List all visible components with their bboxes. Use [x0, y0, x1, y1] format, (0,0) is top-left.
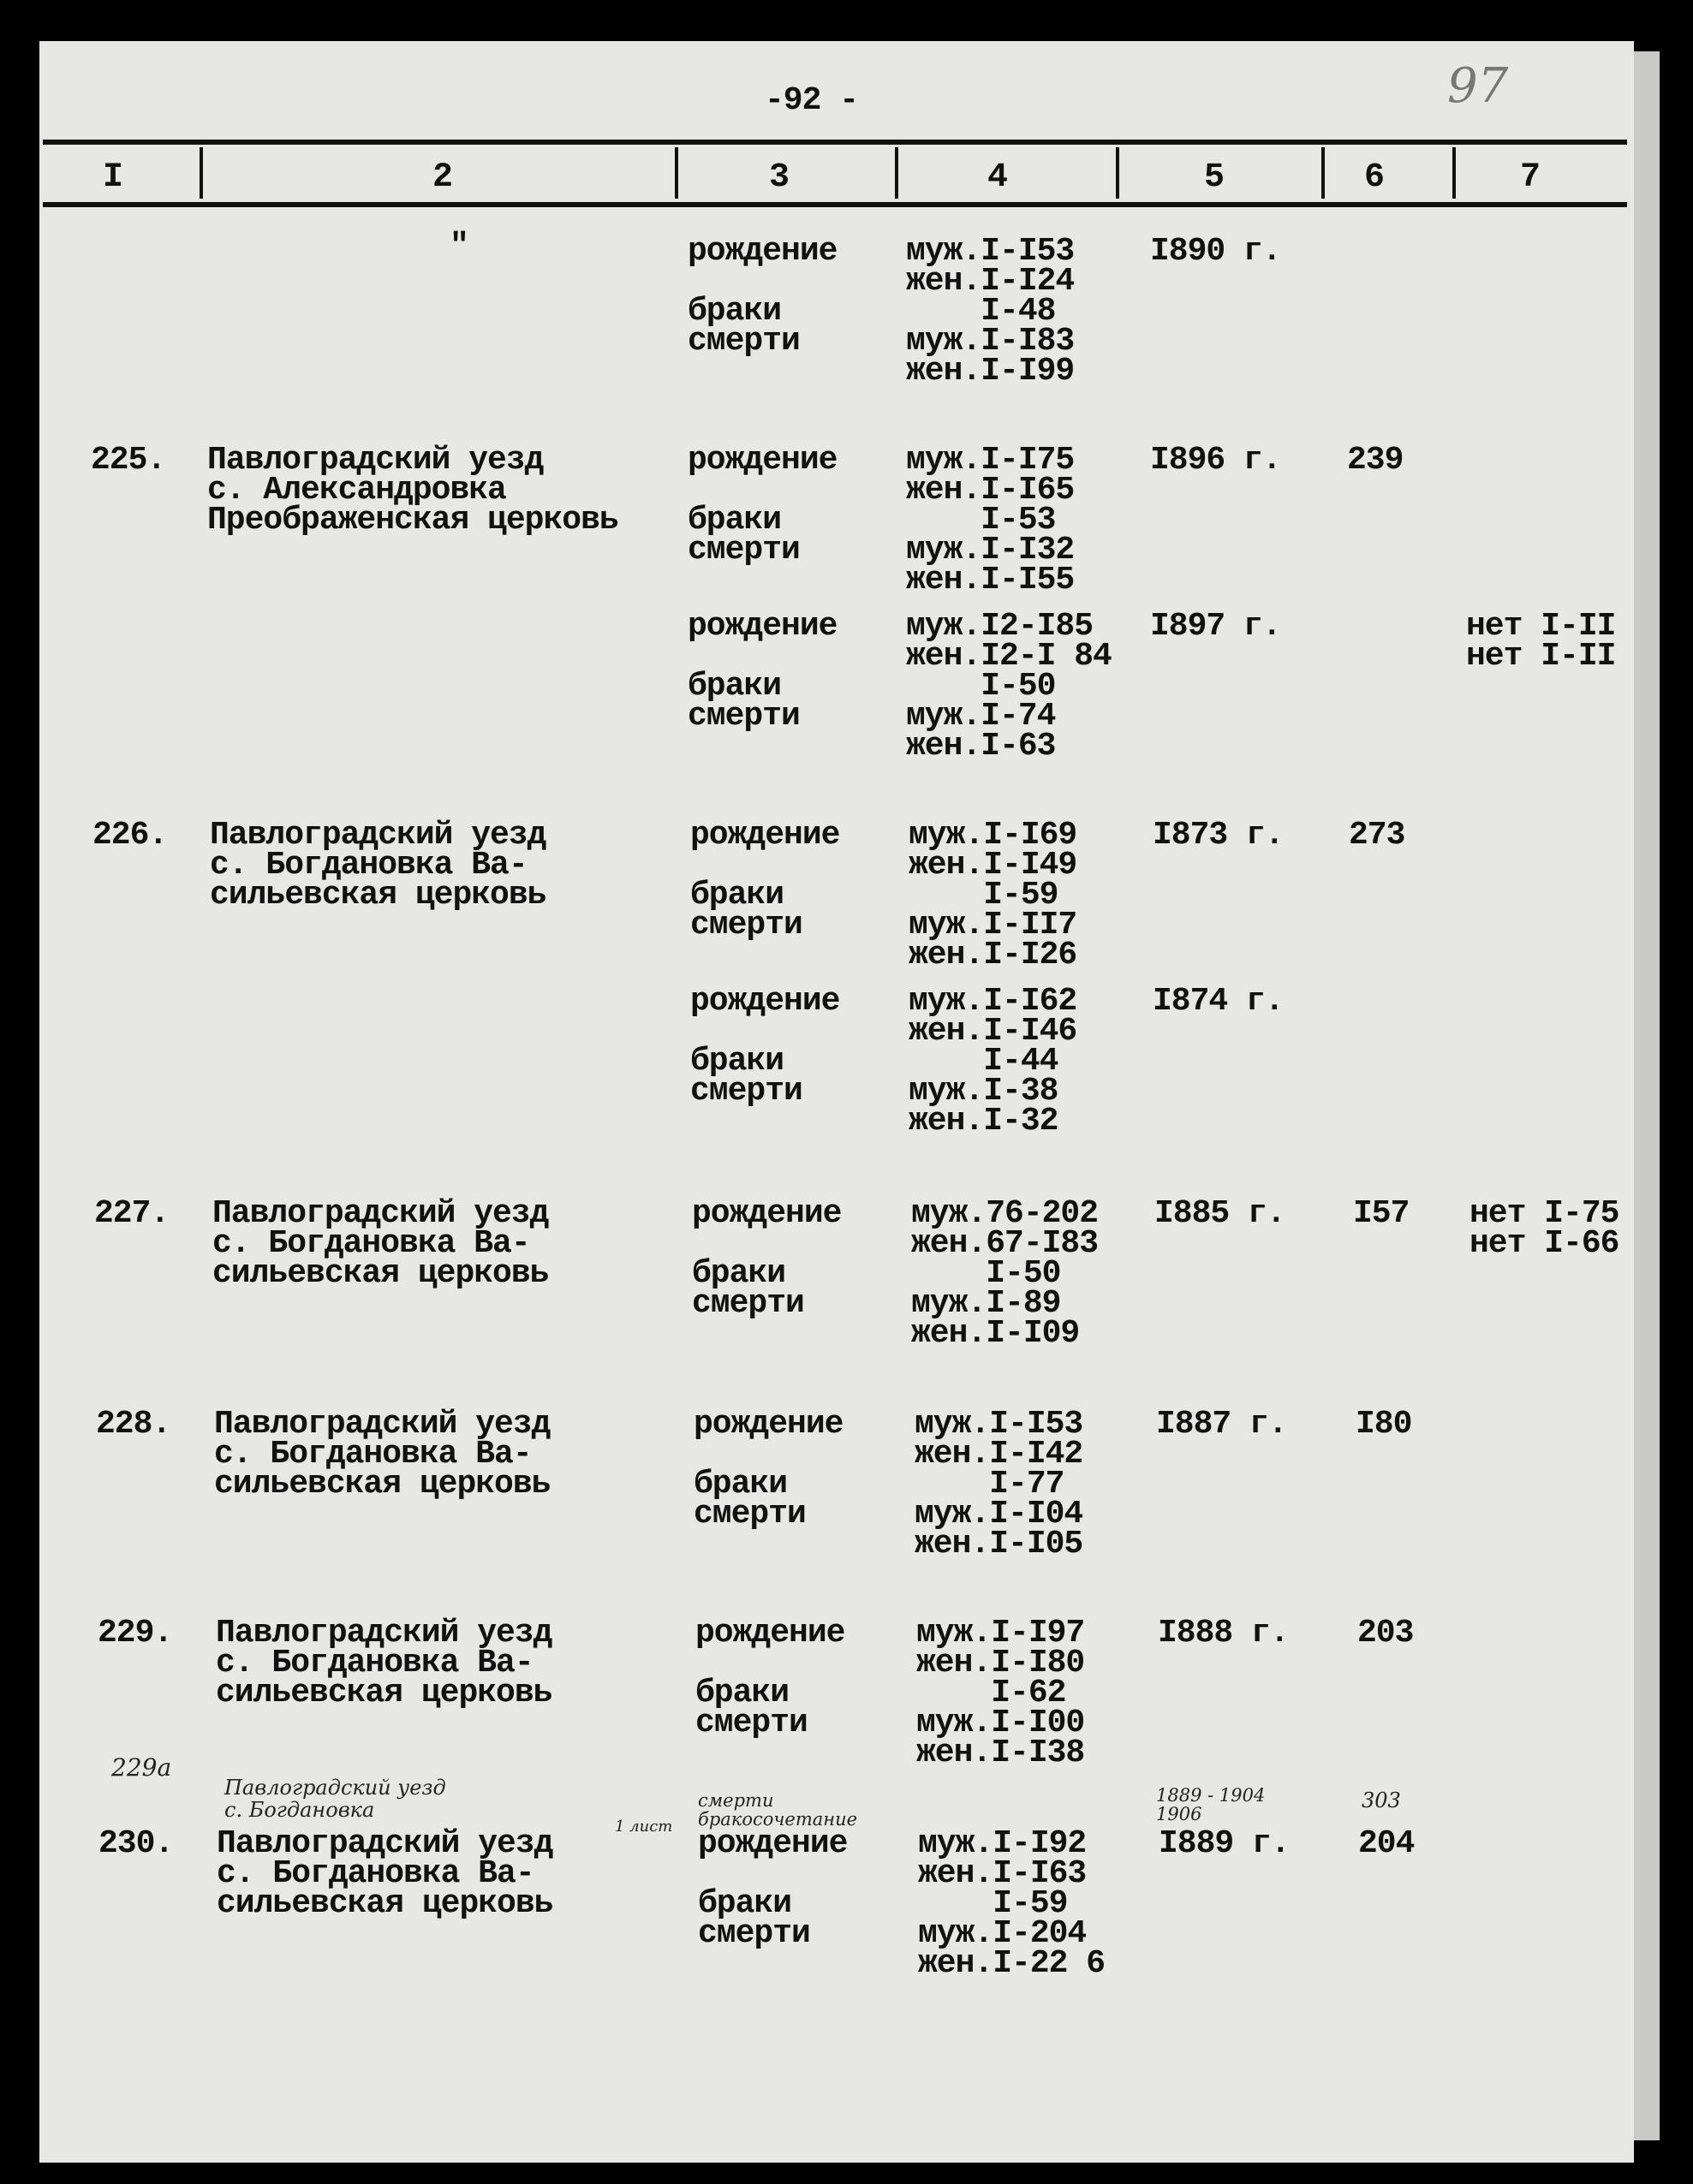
column-header-3: 3: [769, 158, 790, 197]
entry-place: Павлоградский уезд с. Богдановка Ва- сильевская церковь: [217, 1825, 553, 1922]
record-count: 239: [1347, 442, 1404, 479]
page-number-typed: -92 -: [765, 82, 859, 119]
handwritten-years: 1889 - 1904 1906: [1156, 1785, 1266, 1824]
record-sheets: муж.I-I69 жен.I-I49 I-59 муж.I-II7 жен.I-I26: [909, 817, 1077, 973]
header-rule-bottom: [43, 202, 1627, 207]
column-header-6: 6: [1364, 158, 1386, 197]
record-year: I885 г.: [1154, 1195, 1285, 1232]
record-types: рождение браки смерти: [694, 1406, 844, 1532]
record-sheets: муж.I-I53 жен.I-I24 I-48 муж.I-I83 жен.I-I99: [906, 233, 1075, 390]
record-types: рождение браки смерти: [688, 442, 838, 568]
record-count: I80: [1356, 1406, 1412, 1443]
entry-place: Павлоградский уезд с. Богдановка Ва- сильевская церковь: [216, 1615, 552, 1711]
record-year: I874 г.: [1153, 983, 1284, 1020]
record-note: нет I-75 нет I-66: [1469, 1195, 1619, 1262]
record-sheets: муж.76-202 жен.67-I83 I-50 муж.I-89 жен.I-I09: [911, 1195, 1099, 1352]
handwritten-record-types: смерти бракосочетание: [698, 1790, 858, 1830]
record-types: рождение браки смерти: [688, 608, 838, 735]
entry-number: 229.: [98, 1615, 173, 1651]
record-year: I889 г.: [1159, 1825, 1290, 1862]
header-divider: [895, 147, 898, 199]
record-sheets: муж.I2-I85 жен.I2-I 84 I-50 муж.I-74 жен.I-63: [906, 608, 1112, 765]
header-divider: [200, 147, 203, 199]
column-header-5: 5: [1204, 158, 1225, 197]
entry-number: 230.: [98, 1825, 174, 1862]
handwritten-count: 303: [1362, 1788, 1401, 1812]
record-year: I897 г.: [1150, 608, 1281, 645]
entry-number: 227.: [94, 1195, 170, 1232]
entry-number: 228.: [96, 1406, 171, 1443]
entry-place: Павлоградский уезд с. Богдановка Ва- сильевская церковь: [210, 817, 546, 913]
record-count: 273: [1349, 817, 1405, 854]
header-rule-top: [43, 140, 1627, 145]
column-header-1: I: [103, 158, 124, 197]
ditto-mark: ": [450, 228, 468, 265]
header-divider: [1321, 147, 1325, 199]
header-divider: [675, 147, 678, 199]
record-count: I57: [1353, 1195, 1410, 1232]
record-year: I890 г.: [1150, 233, 1281, 270]
record-sheets: муж.I-I75 жен.I-I65 I-53 муж.I-I32 жен.I-I55: [906, 442, 1075, 598]
record-year: I888 г.: [1158, 1615, 1289, 1651]
handwritten-place: Павлоградский уезд с. Богдановка: [224, 1776, 446, 1822]
handwritten-volume: 1 лист: [615, 1818, 673, 1836]
record-year: I887 г.: [1156, 1406, 1287, 1443]
entry-place: Павлоградский уезд с. Александровка Преображенская церковь: [207, 442, 618, 539]
record-types: рождение браки смерти: [690, 817, 840, 943]
record-types: рождение браки смерти: [692, 1195, 842, 1322]
record-types: рождение браки смерти: [695, 1615, 845, 1741]
column-header-4: 4: [987, 158, 1009, 197]
record-types: рождение браки смерти: [698, 1825, 848, 1952]
page-number-handwritten: 97: [1447, 58, 1509, 114]
header-divider: [1116, 147, 1119, 199]
record-sheets: муж.I-I97 жен.I-I80 I-62 муж.I-I00 жен.I-I38: [916, 1615, 1085, 1771]
record-sheets: муж.I-I53 жен.I-I42 I-77 муж.I-I04 жен.I-I05: [915, 1406, 1083, 1562]
page-edge: [1634, 51, 1660, 2140]
entry-place: Павлоградский уезд с. Богдановка Ва- сильевская церковь: [214, 1406, 551, 1503]
column-header-7: 7: [1520, 158, 1541, 197]
entry-number: 225.: [91, 442, 166, 479]
column-header-2: 2: [432, 158, 454, 197]
record-count: 204: [1358, 1825, 1415, 1862]
record-types: рождение браки смерти: [688, 233, 838, 360]
handwritten-entry-number: 229а: [111, 1753, 172, 1782]
record-sheets: муж.I-I62 жен.I-I46 I-44 муж.I-38 жен.I-32: [909, 983, 1077, 1140]
header-divider: [1452, 147, 1456, 199]
entry-place: Павлоградский уезд с. Богдановка Ва- сильевская церковь: [212, 1195, 549, 1292]
record-types: рождение браки смерти: [690, 983, 840, 1110]
record-count: 203: [1357, 1615, 1414, 1651]
record-year: I873 г.: [1153, 817, 1284, 854]
entry-number: 226.: [92, 817, 168, 854]
record-note: нет I-II нет I-II: [1466, 608, 1616, 675]
record-year: I896 г.: [1150, 442, 1281, 479]
record-sheets: муж.I-I92 жен.I-I63 I-59 муж.I-204 жен.I-22 6: [918, 1825, 1106, 1982]
